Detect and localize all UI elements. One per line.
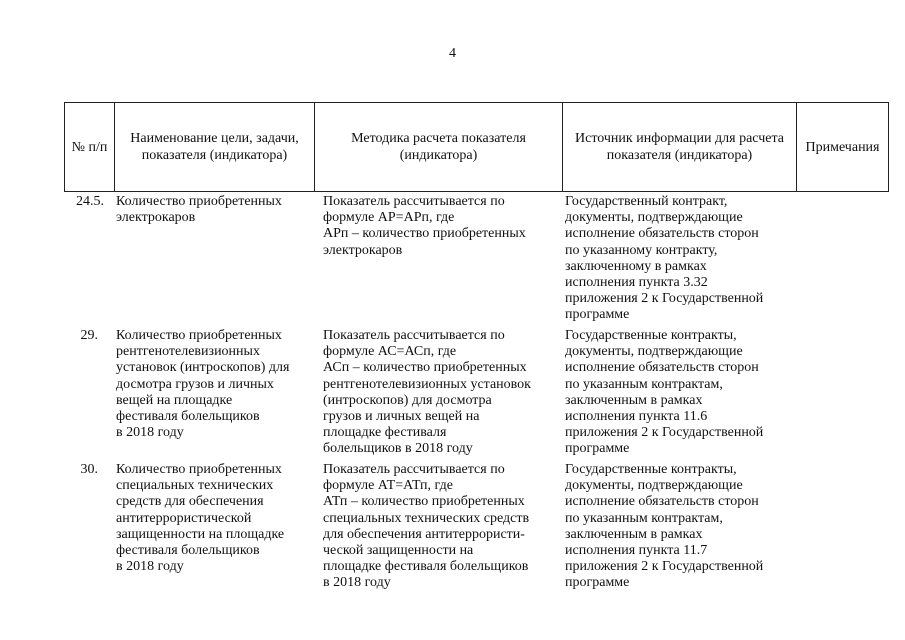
page-number: 4 [449, 46, 456, 61]
row-source: Государственные контракты, документы, подтверждающие исполнение обязательств сторон по указанным контрактам, заключенным в рамках исполнения пункта 11.7 приложения 2 к Государственной программе [565, 462, 764, 591]
header-col-name: Наименование цели, задачи, показателя (индикатора) [115, 103, 315, 192]
row-source: Государственный контракт, документы, подтверждающие исполнение обязательств сторон по указанному контракту, заключенному в рамках исполнения пункта 3.32 приложения 2 к Государственной программе [565, 194, 764, 323]
row-name: Количество приобретенных рентгенотелевизионных установок (интроскопов) для досмотра грузов и личных вещей на площадке фестиваля болельщиков в 2018 году [116, 328, 290, 441]
row-number: 24.5. [76, 194, 104, 209]
header-col-method: Методика расчета показателя (индикатора) [315, 103, 563, 192]
row-name: Количество приобретенных электрокаров [116, 194, 282, 226]
row-source: Государственные контракты, документы, подтверждающие исполнение обязательств сторон по указанным контрактам, заключенным в рамках исполнения пункта 11.6 приложения 2 к Государственной программе [565, 328, 764, 457]
row-method: Показатель рассчитывается по формуле АТ=АТп, где АТп – количество приобретенных специальных технических средств для обеспечения антитеррористи- ческой защищенности на площадке фестиваля болельщиков в 2018 году [323, 462, 530, 591]
row-number: 30. [80, 462, 98, 477]
row-method: Показатель рассчитывается по формуле АС=АСп, где АСп – количество приобретенных рентгенотелевизионных установок (интроскопов) для досмотра грузов и личных вещей на площадке фестиваля болельщиков в 2018 году [323, 328, 531, 457]
row-method: Показатель рассчитывается по формуле АР=АРп, где АРп – количество приобретенных электрокаров [323, 194, 526, 258]
header-col-source: Источник информации для расчета показателя (индикатора) [563, 103, 797, 192]
table-header [64, 102, 889, 192]
row-number: 29. [80, 328, 98, 343]
row-name: Количество приобретенных специальных технических средств для обеспечения антитеррористической защищенности на площадке фестиваля болельщиков в 2018 году [116, 462, 285, 575]
header-col-notes: Примечания [797, 103, 889, 192]
header-col-number: № п/п [65, 103, 115, 192]
